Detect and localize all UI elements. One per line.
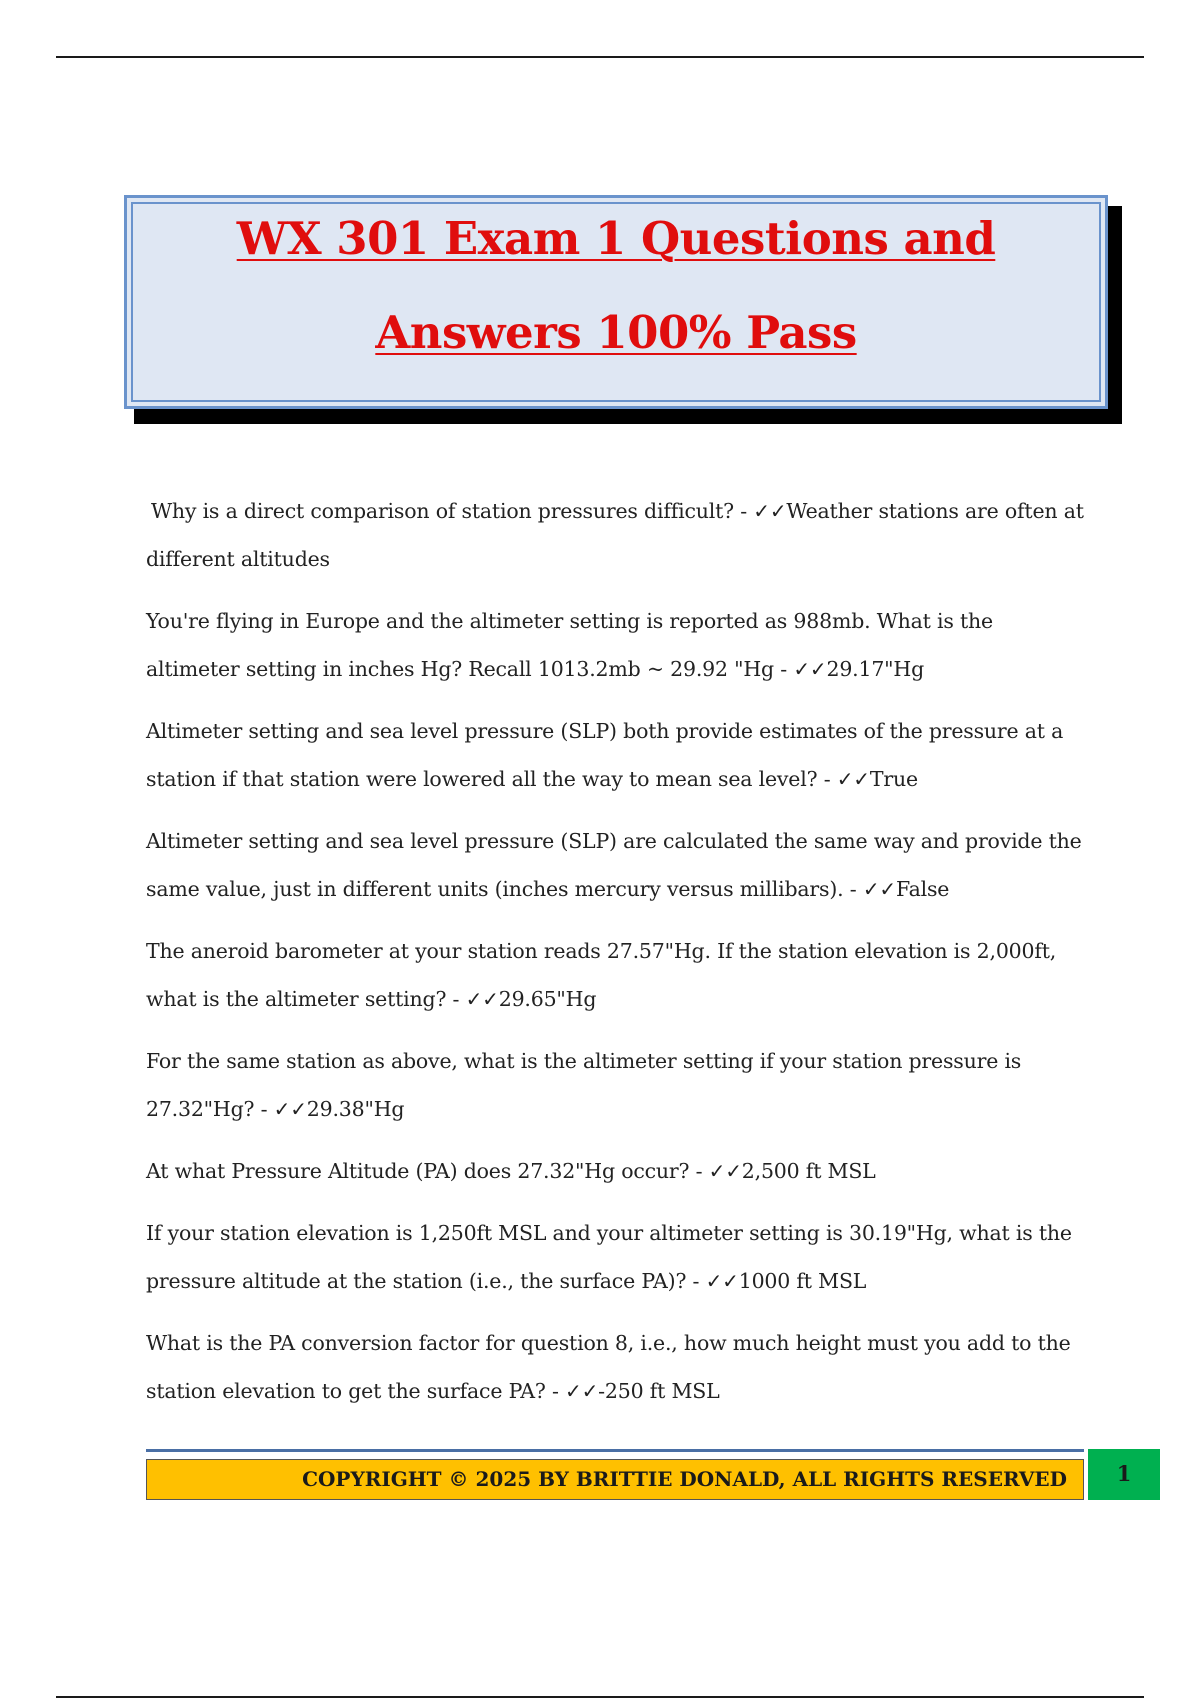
qa-item-6 (146, 1037, 1086, 1133)
page-number: 1 (1088, 1449, 1160, 1500)
double-check-icon: ✓✓ (862, 877, 896, 901)
question-text: Altimeter setting and sea level pressure (SLP) are calculated the same way and provide the same value, just in different units (inches mercury versus millibars). - (146, 829, 1082, 901)
double-check-icon: ✓✓ (793, 657, 827, 681)
answer-text: Weather stations are often at different altitudes (146, 499, 1084, 571)
footer-divider (146, 1449, 1084, 1452)
double-check-icon: ✓✓ (708, 1159, 742, 1183)
qa-item-3 (146, 707, 1086, 803)
qa-item-8 (146, 1209, 1086, 1305)
answer-text: -250 ft MSL (598, 1379, 720, 1403)
answer-text: 29.38"Hg (306, 1097, 405, 1121)
question-text: At what Pressure Altitude (PA) does 27.32"Hg occur? - (146, 1159, 709, 1183)
qa-item-5 (146, 927, 1086, 1023)
question-text: If your station elevation is 1,250ft MSL and your altimeter setting is 30.19"Hg, what is the pressure altitude at the station (i.e., the surface PA)? - (146, 1221, 1072, 1293)
qa-list (146, 487, 1086, 1429)
answer-text: 29.17"Hg (826, 657, 925, 681)
answer-text: 1000 ft MSL (738, 1269, 867, 1293)
question-text: Altimeter setting and sea level pressure (SLP) both provide estimates of the pressure at a station if that station were lowered all the way to mean sea level? - (146, 719, 1064, 791)
double-check-icon: ✓✓ (705, 1269, 739, 1293)
answer-text: False (895, 877, 950, 901)
title-line-1: WX 301 Exam 1 Questions and (236, 212, 996, 265)
double-check-icon: ✓✓ (836, 767, 870, 791)
answer-text: 2,500 ft MSL (741, 1159, 876, 1183)
qa-item-4 (146, 817, 1086, 913)
copyright-footer: COPYRIGHT © 2025 BY BRITTIE DONALD, ALL RIGHTS RESERVED (146, 1459, 1084, 1500)
double-check-icon: ✓✓ (753, 499, 787, 523)
double-check-icon: ✓✓ (273, 1097, 307, 1121)
question-text: You're flying in Europe and the altimeter setting is reported as 988mb. What is the altimeter setting in inches Hg? Recall 1013.2mb ~ 29.92 "Hg - (146, 609, 993, 681)
double-check-icon: ✓✓ (565, 1379, 599, 1403)
qa-item-2 (146, 597, 1086, 693)
answer-text: True (869, 767, 918, 791)
double-check-icon: ✓✓ (465, 987, 499, 1011)
answer-text: 29.65"Hg (498, 987, 597, 1011)
title-line-2: Answers 100% Pass (375, 306, 857, 359)
bottom-rule (56, 1696, 1144, 1698)
qa-item-7 (146, 1147, 1086, 1195)
title-box (124, 195, 1108, 409)
qa-item-9 (146, 1319, 1086, 1415)
top-rule (56, 56, 1144, 58)
question-text: Why is a direct comparison of station pressures difficult? - (151, 499, 754, 523)
question-text: What is the PA conversion factor for question 8, i.e., how much height must you add to the station elevation to get the surface PA? - (146, 1331, 1071, 1403)
question-text: For the same station as above, what is the altimeter setting if your station pressure is 27.32"Hg? - (146, 1049, 1022, 1121)
question-text: The aneroid barometer at your station reads 27.57"Hg. If the station elevation is 2,000ft, what is the altimeter setting? - (146, 939, 1057, 1011)
qa-item-1 (146, 487, 1086, 583)
